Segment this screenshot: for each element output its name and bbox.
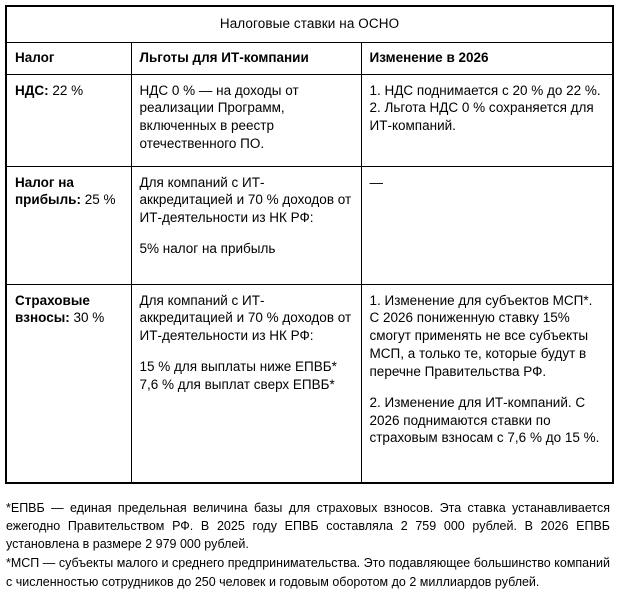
tax-label-nds: НДС: bbox=[15, 82, 49, 98]
benefit-extra-text: 7,6 % для выплат сверх ЕПВБ* bbox=[139, 376, 335, 392]
cell-changes-insurance bbox=[361, 284, 613, 483]
cell-benefits-nds bbox=[131, 74, 361, 166]
change-text: 1. Изменение для субъектов МСП*. С 2026 пониженную ставку 15% смогут применять не все субъекты МСП, а только те, которые будут в перечне Правительства РФ. bbox=[369, 292, 593, 379]
paragraph-spacer bbox=[140, 345, 353, 358]
footnote-epvb: *ЕПВБ — единая предельная величина базы для страховых взносов. Эта ставка устанавливается ежегодно Правительством РФ. В 2025 году ЕПВБ составляла 2 759 000 рублей. В 2026 ЕПВБ установлена в размере 2 979 000 рублей. bbox=[6, 500, 610, 552]
tax-value-nds: 22 % bbox=[52, 82, 84, 98]
tax-rates-table bbox=[5, 5, 614, 484]
change-text: 2. Льгота НДС 0 % сохраняется для ИТ-компаний. bbox=[369, 100, 594, 134]
tax-label-insurance: Страховые взносы: bbox=[15, 292, 90, 326]
cell-tax-name-insurance bbox=[6, 284, 131, 483]
cell-changes-profit bbox=[361, 166, 613, 284]
benefit-text: Для компаний с ИТ-аккредитацией и 70 % доходов от ИТ-деятельности из НК РФ: bbox=[139, 174, 352, 226]
column-header-changes: Изменение в 2026 bbox=[361, 42, 613, 74]
change-text: — bbox=[369, 174, 383, 190]
table-row bbox=[6, 284, 613, 483]
paragraph-spacer bbox=[140, 227, 353, 240]
tax-label-profit: Налог на прибыль: bbox=[15, 174, 81, 208]
footnote-msp: *МСП — субъекты малого и среднего предпринимательства. Это подавляющее большинство компаний с численностью сотрудников до 250 человек и годовым оборотом до 2 миллиардов рублей. bbox=[6, 556, 610, 589]
tax-value-profit: 25 % bbox=[84, 192, 116, 208]
cell-benefits-insurance bbox=[131, 284, 361, 483]
benefit-extra-text: 5% налог на прибыль bbox=[139, 241, 276, 257]
change-text: 1. НДС поднимается с 20 % до 22 %. bbox=[369, 82, 601, 98]
table-title: Налоговые ставки на ОСНО bbox=[6, 6, 613, 42]
benefit-extra-text: 15 % для выплаты ниже ЕПВБ* bbox=[139, 359, 337, 375]
paragraph-spacer bbox=[370, 381, 605, 394]
cell-tax-name-nds bbox=[6, 74, 131, 166]
benefit-text: Для компаний с ИТ-аккредитацией и 70 % доходов от ИТ-деятельности из НК РФ: bbox=[139, 292, 352, 344]
tax-value-insurance: 30 % bbox=[73, 310, 105, 326]
table-header-row bbox=[6, 42, 613, 74]
table-row bbox=[6, 74, 613, 166]
cell-tax-name-profit bbox=[6, 166, 131, 284]
footnotes-section bbox=[5, 499, 612, 591]
column-header-benefits: Льготы для ИТ-компании bbox=[131, 42, 361, 74]
change-text: 2. Изменение для ИТ-компаний. С 2026 поднимаются ставки по страховым взносам с 7,6 % до 15 %. bbox=[369, 394, 600, 446]
table-title-row bbox=[6, 6, 613, 42]
cell-changes-nds bbox=[361, 74, 613, 166]
cell-benefits-profit bbox=[131, 166, 361, 284]
benefit-text: НДС 0 % — на доходы от реализации Программ, включенных в реестр отечественного ПО. bbox=[139, 82, 299, 152]
column-header-tax: Налог bbox=[6, 42, 131, 74]
table-row bbox=[6, 166, 613, 284]
